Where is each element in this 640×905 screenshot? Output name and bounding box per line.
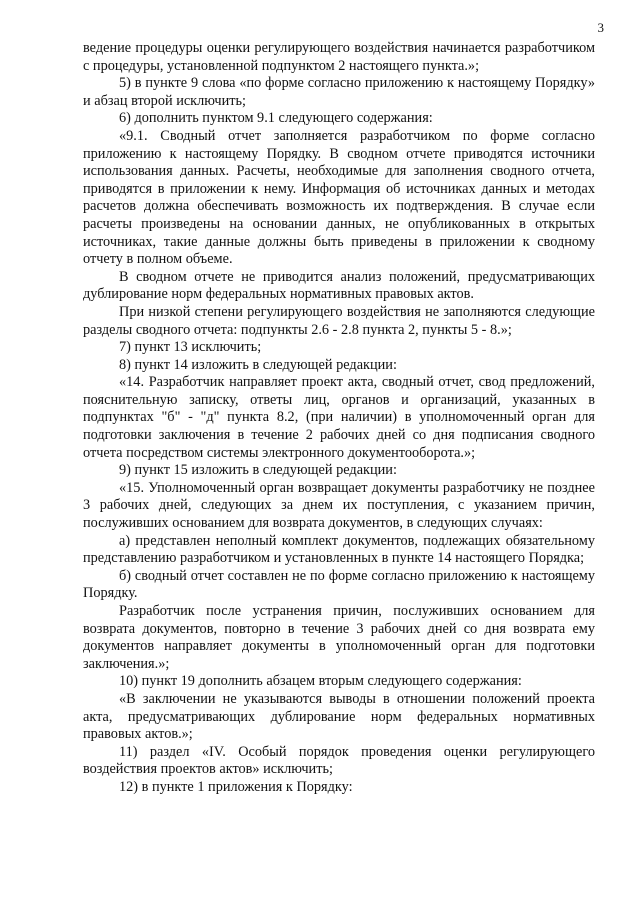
paragraph: 8) пункт 14 изложить в следующей редакции: bbox=[119, 356, 397, 373]
paragraph: «15. Уполномоченный орган возвращает документы разработчику не позднее 3 рабочих дней, следующих за днем их поступления, с указанием причин, послуживших основанием для возврата документов, в следующих случаях: bbox=[83, 479, 595, 532]
paragraph: 7) пункт 13 исключить; bbox=[119, 339, 262, 356]
paragraph: При низкой степени регулирующего воздействия не заполняются следующие разделы сводного отчета: подпункты 2.6 - 2.8 пункта 2, пункты 5 - 8.»; bbox=[83, 303, 595, 338]
paragraph: ведение процедуры оценки регулирующего воздействия начинается разработчиком с процедуры, установленной подпунктом 2 настоящего пункта.»; bbox=[83, 40, 595, 74]
paragraph: 11) раздел «IV. Особый порядок проведения оценки регулирующего воздействия проектов актов» исключить; bbox=[83, 743, 595, 778]
paragraph: 5) в пункте 9 слова «по форме согласно приложению к настоящему Порядку» и абзац второй исключить; bbox=[83, 75, 595, 109]
paragraph: В сводном отчете не приводится анализ положений, предусматривающих дублирование норм федеральных нормативных правовых актов. bbox=[83, 268, 595, 303]
paragraph: 12) в пункте 1 приложения к Порядку: bbox=[119, 778, 353, 795]
paragraph: «9.1. Сводный отчет заполняется разработчиком по форме согласно приложению к настоящему Порядку. В сводном отчете приводятся источники использования данных. Расчеты, необходимые для заполнения сводного отчета, приводятся в приложении к нему. Информация об источниках данных и методах расчетов должна обеспечивать возможность их подтверждения. В случае если расчеты произведены на основании данных, не опубликованных в открытых источниках, такие данные должны быть приведены в приложении к сводному отчету в полном объеме. bbox=[83, 127, 595, 268]
paragraph: 10) пункт 19 дополнить абзацем вторым следующего содержания: bbox=[119, 673, 522, 690]
paragraph: «В заключении не указываются выводы в отношении положений проекта акта, предусматривающих дублирование норм федеральных нормативных правовых актов.»; bbox=[83, 690, 595, 743]
paragraph: а) представлен неполный комплект документов, подлежащих обязательному представлению разработчиком и установленных в пункте 14 настоящего Порядка; bbox=[83, 532, 595, 567]
paragraph: 6) дополнить пунктом 9.1 следующего содержания: bbox=[119, 110, 433, 127]
paragraph: Разработчик после устранения причин, послуживших основанием для возврата документов, повторно в течение 3 рабочих дней со дня возврата ему документов направляет документы в уполномоченный орган для подготовки заключения.»; bbox=[83, 603, 595, 672]
paragraph: б) сводный отчет составлен не по форме согласно приложению к настоящему Порядку. bbox=[83, 567, 595, 602]
paragraph: 9) пункт 15 изложить в следующей редакции: bbox=[119, 462, 397, 479]
paragraph: «14. Разработчик направляет проект акта, сводный отчет, свод предложений, пояснительную записку, ответы лиц, органов и организаций, указанных в подпунктах "б" - "д" пункта 8.2, (при наличии) в уполномоченный орган для подготовки заключения в течение 2 рабочих дней со дня подписания сводного отчета посредством системы электронного документооборота.»; bbox=[83, 374, 595, 461]
page-number: 3 bbox=[597, 20, 604, 35]
document-body bbox=[83, 40, 595, 797]
